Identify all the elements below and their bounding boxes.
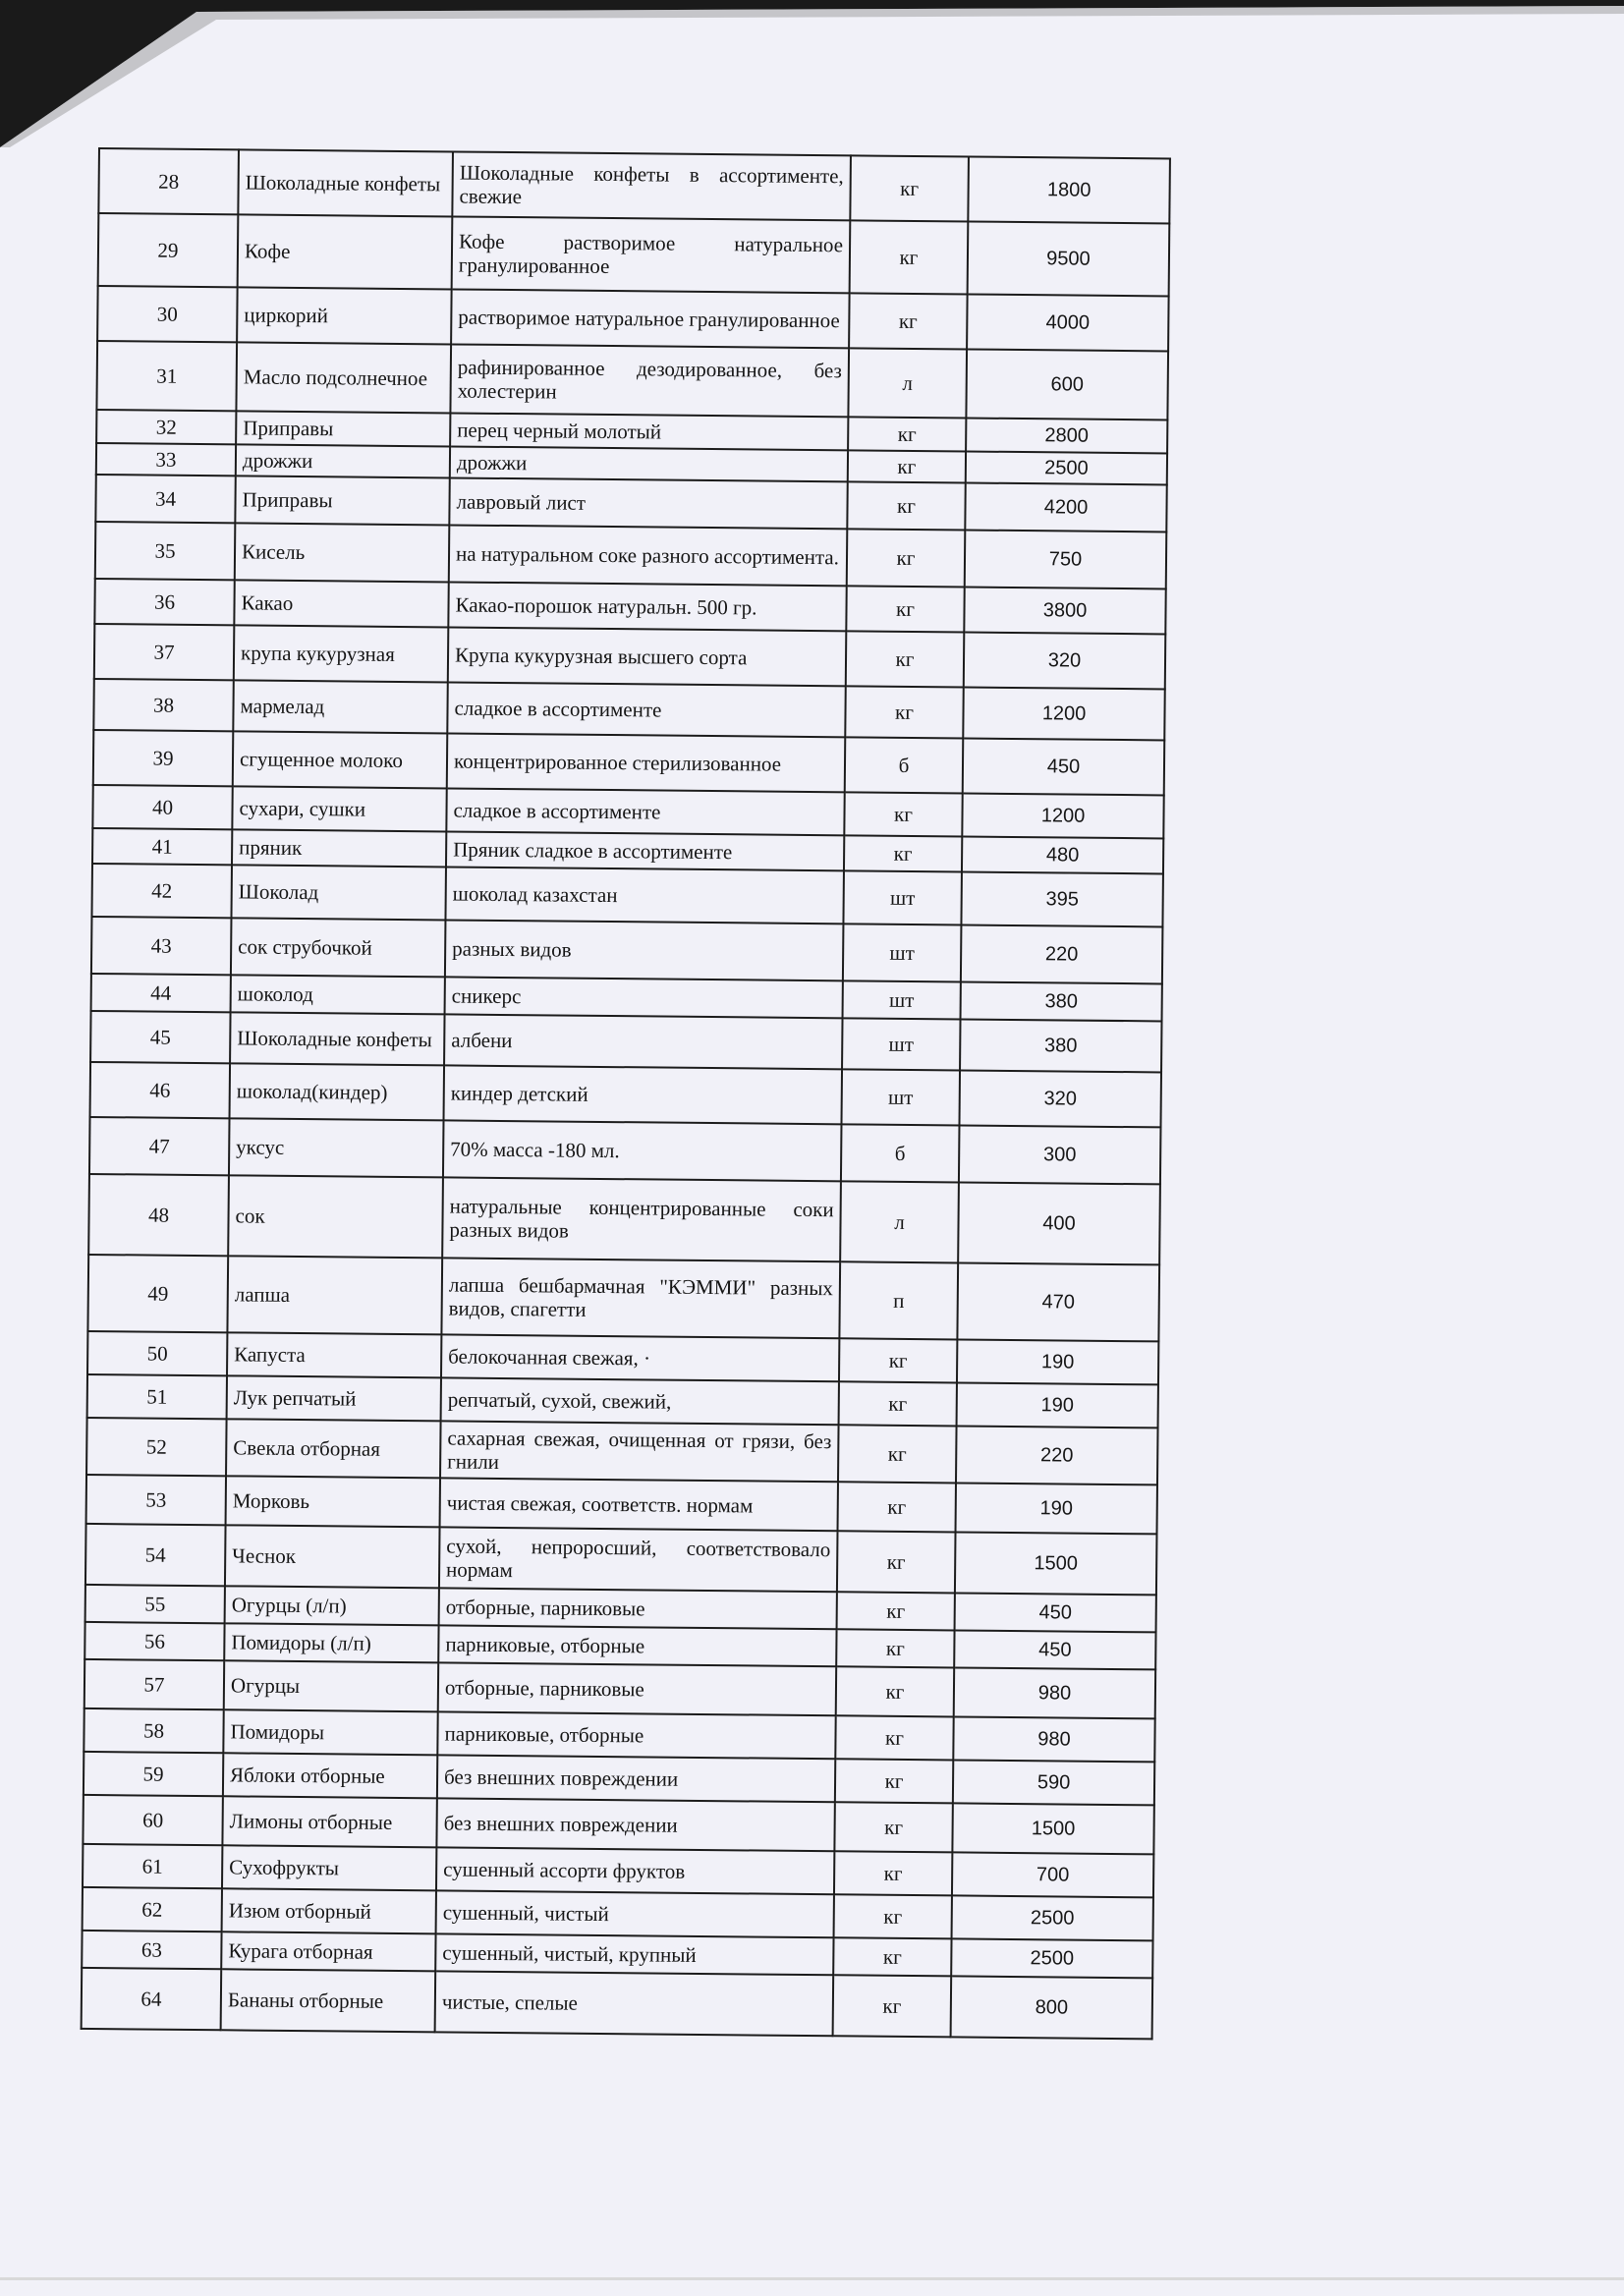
row-number: 37: [94, 624, 235, 680]
product-description: сладкое в ассортименте: [447, 682, 845, 737]
row-number: 31: [96, 341, 237, 411]
row-number: 36: [94, 579, 234, 625]
row-number: 56: [84, 1622, 224, 1660]
product-name: Капуста: [227, 1332, 441, 1377]
table-row: [98, 148, 1170, 223]
unit-of-measure: кг: [833, 1937, 951, 1976]
product-name: Помидоры (л/п): [224, 1623, 438, 1662]
unit-of-measure: кг: [838, 1482, 956, 1532]
product-description: сушенный ассорти фруктов: [436, 1847, 834, 1894]
row-number: 35: [95, 522, 236, 580]
unit-of-measure: кг: [850, 220, 969, 294]
table-row: [85, 1524, 1157, 1595]
product-name: Кофе: [238, 214, 453, 289]
row-number: 53: [86, 1475, 226, 1525]
unit-of-measure: кг: [849, 293, 968, 349]
row-number: 39: [93, 730, 234, 786]
row-number: 38: [93, 679, 233, 731]
product-name: Сухофрукты: [222, 1845, 436, 1890]
product-description: отборные, парниковые: [439, 1588, 837, 1629]
product-name: сухари, сушки: [232, 786, 446, 831]
product-description: парниковые, отборные: [437, 1711, 835, 1759]
product-description: сахарная свежая, очищенная от грязи, без гнили: [440, 1421, 839, 1482]
row-number: 63: [82, 1931, 221, 1969]
unit-of-measure: б: [841, 1124, 960, 1182]
unit-of-measure: кг: [835, 1759, 953, 1803]
unit-price: 450: [954, 1630, 1155, 1669]
unit-price: 2500: [952, 1895, 1153, 1940]
table-row: [91, 917, 1163, 983]
table-row: [93, 730, 1164, 795]
unit-price: 470: [957, 1262, 1159, 1341]
unit-of-measure: шт: [842, 1018, 960, 1070]
unit-price: 220: [961, 924, 1163, 983]
unit-of-measure: кг: [844, 792, 962, 836]
unit-price: 300: [959, 1125, 1161, 1184]
product-description: парниковые, отборные: [438, 1625, 836, 1666]
row-number: 55: [85, 1585, 225, 1623]
unit-price: 4200: [965, 482, 1166, 532]
unit-price: 590: [953, 1760, 1154, 1805]
unit-of-measure: кг: [839, 1381, 957, 1426]
product-description: растворимое натуральное гранулированное: [451, 289, 850, 348]
product-description: натуральные концентрированные соки разных видов: [442, 1177, 841, 1261]
unit-price: 320: [964, 632, 1166, 689]
unit-of-measure: кг: [847, 529, 966, 587]
product-name: уксус: [229, 1118, 444, 1177]
product-name: Приправы: [236, 411, 450, 446]
row-number: 34: [95, 475, 235, 523]
unit-of-measure: кг: [844, 835, 962, 871]
product-description: 70% масса -180 мл.: [443, 1120, 842, 1181]
product-name: Яблоки отборные: [223, 1753, 437, 1798]
unit-of-measure: шт: [843, 924, 962, 981]
unit-price: 3800: [964, 587, 1165, 634]
unit-of-measure: кг: [838, 1425, 957, 1483]
product-name: шоколод: [231, 975, 445, 1014]
product-description: чистая свежая, соответств. нормам: [440, 1478, 838, 1531]
product-name: циркорий: [237, 287, 452, 344]
product-description: сушенный, чистый, крупный: [435, 1933, 833, 1975]
unit-of-measure: кг: [846, 586, 964, 632]
unit-price: 400: [958, 1182, 1160, 1264]
product-name: Чеснок: [225, 1525, 440, 1588]
row-number: 40: [92, 785, 232, 829]
scan-bottom-edge: [0, 2277, 1624, 2280]
product-name: Лимоны отборные: [222, 1796, 436, 1847]
product-name: Огурцы: [224, 1660, 438, 1711]
product-name: Бананы отборные: [221, 1969, 436, 2032]
product-description: киндер детский: [444, 1065, 843, 1124]
product-description: на натуральном соке разного ассортимента.: [449, 525, 848, 586]
unit-of-measure: кг: [833, 1975, 952, 2037]
table-row: [89, 1117, 1161, 1184]
table-row: [94, 624, 1165, 689]
product-description: шоколад казахстан: [445, 867, 843, 924]
unit-of-measure: кг: [847, 481, 965, 530]
row-number: 58: [84, 1708, 223, 1753]
unit-of-measure: кг: [845, 686, 963, 738]
unit-of-measure: кг: [848, 450, 966, 482]
product-name: Помидоры: [223, 1709, 437, 1755]
table-row: [96, 341, 1168, 420]
unit-of-measure: кг: [846, 631, 965, 687]
product-name: сок струбочкой: [231, 918, 446, 977]
row-number: 48: [88, 1174, 229, 1256]
product-description: перец черный молотый: [450, 413, 848, 450]
unit-of-measure: шт: [843, 870, 962, 924]
product-description: Пряник сладкое в ассортименте: [446, 831, 844, 870]
product-name: Курага отборная: [221, 1932, 435, 1971]
product-description: без внешних повреждении: [436, 1798, 834, 1851]
product-name: Шоколад: [231, 865, 446, 920]
unit-of-measure: шт: [841, 1069, 960, 1125]
product-description: дрожжи: [450, 446, 848, 481]
row-number: 64: [82, 1968, 222, 2030]
unit-price: 320: [959, 1070, 1161, 1127]
product-description: разных видов: [445, 920, 844, 980]
unit-of-measure: кг: [836, 1666, 954, 1716]
product-name: Свекла отборная: [226, 1419, 441, 1478]
product-name: лапша: [227, 1256, 442, 1334]
product-name: сгущенное молоко: [233, 731, 448, 788]
row-number: 44: [91, 974, 231, 1012]
product-name: Масло подсолнечное: [236, 342, 451, 413]
product-name: крупа кукурузная: [234, 625, 449, 682]
unit-price: 700: [952, 1852, 1153, 1897]
table-row: [88, 1174, 1160, 1264]
product-description: лапша бешбармачная "КЭММИ" разных видов, спагетти: [441, 1258, 840, 1338]
unit-price: 220: [956, 1426, 1158, 1484]
row-number: 30: [97, 286, 238, 342]
unit-of-measure: кг: [835, 1715, 953, 1760]
unit-price: 1800: [968, 157, 1170, 224]
unit-price: 480: [962, 836, 1163, 873]
unit-of-measure: кг: [836, 1629, 954, 1667]
product-name: дрожжи: [236, 444, 450, 477]
price-list-sheet: [81, 147, 1169, 2040]
unit-of-measure: кг: [839, 1338, 957, 1382]
row-number: 29: [98, 213, 239, 287]
row-number: 59: [84, 1752, 223, 1796]
unit-of-measure: кг: [837, 1531, 956, 1593]
unit-price: 1500: [955, 1532, 1157, 1595]
product-name: шоколад(киндер): [230, 1063, 445, 1120]
unit-of-measure: кг: [834, 1802, 952, 1852]
unit-price: 450: [963, 738, 1165, 795]
row-number: 61: [83, 1844, 222, 1888]
table-row: [82, 1968, 1153, 2039]
product-name: Кисель: [235, 523, 450, 582]
unit-of-measure: л: [848, 348, 967, 418]
row-number: 52: [86, 1418, 227, 1476]
product-description: Крупа кукурузная высшего сорта: [448, 627, 847, 686]
product-description: сушенный, чистый: [436, 1890, 834, 1937]
unit-of-measure: кг: [834, 1894, 952, 1938]
price-list-table: [81, 147, 1171, 2040]
product-description: сухой, непроросший, соответствовало нормам: [439, 1527, 838, 1592]
table-row: [95, 522, 1167, 588]
product-name: Шоколадные конфеты: [238, 149, 453, 216]
row-number: 62: [83, 1887, 222, 1932]
unit-price: 450: [955, 1593, 1156, 1632]
unit-price: 980: [953, 1716, 1154, 1762]
unit-of-measure: п: [839, 1261, 958, 1339]
row-number: 43: [91, 917, 232, 975]
table-row: [97, 286, 1168, 351]
unit-price: 395: [961, 871, 1163, 926]
product-description: белокочанная свежая, ·: [441, 1334, 839, 1381]
unit-price: 980: [954, 1667, 1155, 1718]
unit-of-measure: кг: [837, 1592, 955, 1630]
product-description: Кофе растворимое натуральное гранулированное: [452, 216, 851, 293]
unit-price: 380: [960, 1019, 1161, 1072]
unit-of-measure: б: [845, 737, 964, 793]
product-description: Шоколадные конфеты в ассортименте, свежие: [452, 151, 851, 220]
row-number: 42: [91, 864, 232, 918]
product-description: албени: [444, 1014, 842, 1069]
product-description: репчатый, сухой, свежий,: [441, 1377, 839, 1425]
row-number: 46: [90, 1062, 231, 1118]
unit-of-measure: л: [840, 1181, 959, 1262]
product-name: пряник: [232, 829, 446, 867]
unit-price: 800: [951, 1976, 1153, 2039]
unit-price: 2500: [966, 451, 1167, 484]
row-number: 28: [98, 148, 239, 214]
product-name: Какао: [234, 580, 448, 627]
product-name: сок: [228, 1175, 443, 1258]
product-description: рафинированное дезодированное, без холестерин: [450, 344, 849, 417]
unit-price: 9500: [968, 222, 1170, 297]
unit-price: 2800: [966, 418, 1167, 453]
product-description: Какао-порошок натуральн. 500 гр.: [448, 582, 846, 631]
unit-price: 750: [965, 530, 1167, 588]
unit-price: 1200: [962, 793, 1163, 838]
product-description: сладкое в ассортименте: [446, 788, 844, 835]
row-number: 47: [89, 1117, 230, 1175]
unit-price: 380: [961, 981, 1162, 1021]
product-name: Изюм отборный: [222, 1888, 436, 1933]
product-name: Приправы: [235, 476, 449, 525]
product-description: без внешних повреждении: [437, 1755, 835, 1802]
product-name: Огурцы (л/п): [225, 1586, 439, 1625]
row-number: 49: [87, 1255, 228, 1332]
product-description: чистые, спелые: [435, 1971, 834, 2036]
table-row: [90, 1062, 1161, 1127]
unit-of-measure: кг: [848, 417, 966, 451]
product-name: Шоколадные конфеты: [230, 1012, 444, 1065]
unit-price: 600: [966, 349, 1168, 420]
product-description: концентрированное стерилизованное: [447, 733, 846, 792]
table-row: [87, 1255, 1159, 1341]
row-number: 41: [92, 828, 232, 865]
row-number: 51: [87, 1374, 227, 1419]
table-row: [86, 1418, 1158, 1484]
unit-of-measure: кг: [850, 155, 969, 221]
product-name: Лук репчатый: [227, 1375, 441, 1421]
unit-price: 1200: [963, 687, 1164, 740]
unit-price: 190: [956, 1483, 1157, 1534]
row-number: 33: [96, 443, 236, 476]
unit-price: 190: [957, 1339, 1158, 1384]
unit-of-measure: кг: [834, 1851, 952, 1895]
product-description: сникерс: [445, 977, 843, 1018]
unit-of-measure: шт: [843, 980, 961, 1019]
product-name: Морковь: [226, 1476, 440, 1527]
unit-price: 2500: [951, 1938, 1152, 1978]
row-number: 45: [90, 1011, 230, 1063]
unit-price: 1500: [952, 1803, 1153, 1854]
product-description: отборные, парниковые: [438, 1662, 836, 1715]
unit-price: 190: [957, 1382, 1158, 1428]
row-number: 50: [87, 1331, 227, 1375]
product-description: лавровый лист: [449, 477, 847, 529]
unit-price: 4000: [967, 294, 1169, 351]
row-number: 60: [83, 1795, 222, 1845]
row-number: 57: [84, 1659, 224, 1709]
table-row: [98, 213, 1170, 296]
row-number: 32: [96, 410, 236, 444]
row-number: 54: [85, 1524, 226, 1586]
product-name: мармелад: [233, 680, 447, 733]
price-list-body: [82, 148, 1170, 2039]
